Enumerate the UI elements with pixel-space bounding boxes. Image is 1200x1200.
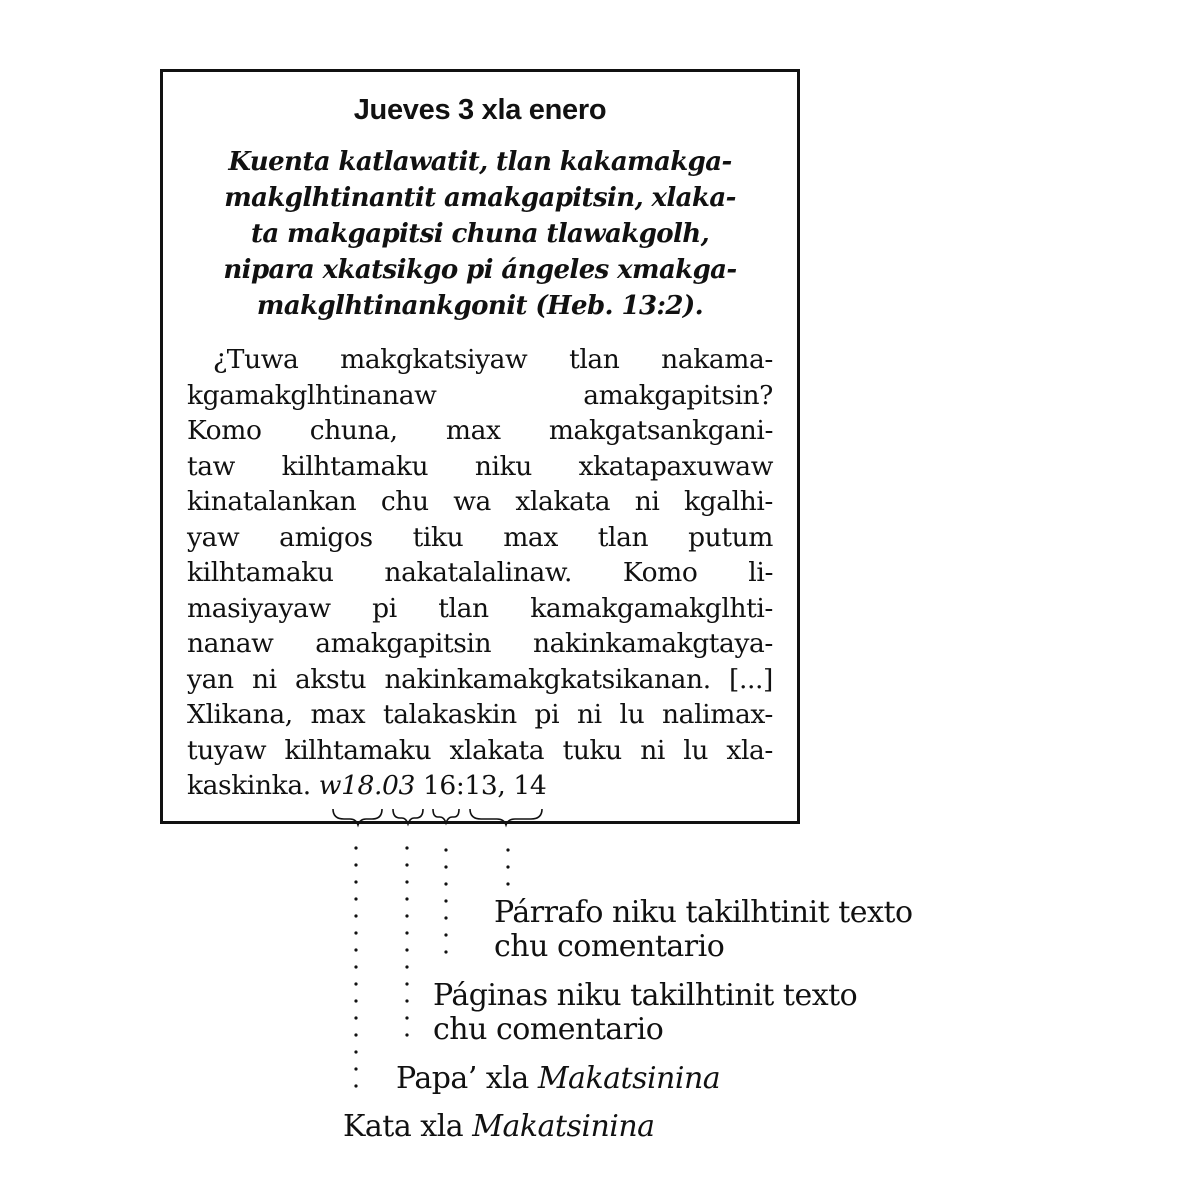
label-pages xyxy=(433,979,857,1047)
label-issue-emphasis: Makatsinina xyxy=(537,1061,721,1096)
daily-text-card xyxy=(160,69,800,824)
body-line: kgamakglhtinanaw amakgapitsin? xyxy=(187,379,773,411)
verse-line: Kuenta katlawatit, tlan kakamakga- xyxy=(228,147,732,177)
label-paragraph xyxy=(494,896,913,964)
label-paragraph-line2: chu comentario xyxy=(494,929,725,964)
reference-paragraphs: , 14 xyxy=(497,770,547,801)
verse-line: ta makgapitsi chuna tlawakgolh, xyxy=(250,219,710,249)
label-year-emphasis: Makatsinina xyxy=(472,1109,655,1144)
theme-scripture xyxy=(185,144,775,324)
body-line: tuyaw kilhtamaku xlakata tuku ni lu xla- xyxy=(187,734,773,766)
reference-issue: .03 xyxy=(373,770,415,801)
body-line: nanaw amakgapitsin nakinkamakgtaya- xyxy=(187,628,773,659)
body-line: yaw amigos tiku max tlan putum xyxy=(187,521,773,553)
body-last-text: kaskinka. xyxy=(187,770,311,801)
comment-paragraph xyxy=(187,342,773,804)
body-line: ¿Tuwa makgkatsiyaw tlan nakama- xyxy=(213,344,773,375)
body-line-last xyxy=(187,768,773,804)
reference-page: 16:13 xyxy=(422,770,498,801)
body-line: masiyayaw pi tlan kamakgamakglhti- xyxy=(187,592,773,624)
label-pages-line1: Páginas niku takilhtinit texto xyxy=(433,978,858,1013)
verse-line: makglhtinantit amakgapitsin, xlaka- xyxy=(224,183,736,213)
label-issue xyxy=(396,1062,720,1096)
body-line: kinatalankan chu wa xlakata ni kgalhi- xyxy=(187,486,773,517)
body-line: Komo chuna, max makgatsankgani- xyxy=(187,415,773,446)
date-heading: Jueves 3 xla enero xyxy=(353,94,607,126)
verse-line: nipara xkatsikgo pi ángeles xmakga- xyxy=(223,255,737,285)
label-pages-line2: chu comentario xyxy=(433,1012,664,1047)
body-line: Xlikana, max talakaskin pi ni lu nalimax- xyxy=(187,699,773,730)
label-paragraph-line1: Párrafo niku takilhtinit texto xyxy=(494,895,913,930)
body-line: kilhtamaku nakatalalinaw. Komo li- xyxy=(187,557,773,588)
body-line: yan ni akstu nakinkamakgkatsikanan. [...] xyxy=(187,663,773,695)
label-issue-prefix: Papa’ xla xyxy=(396,1061,529,1096)
body-line: taw kilhtamaku niku xkatapaxuwaw xyxy=(187,450,773,482)
label-year-prefix: Kata xla xyxy=(343,1109,464,1144)
label-year xyxy=(343,1110,655,1144)
verse-line: makglhtinankgonit (Heb. 13:2). xyxy=(256,291,704,321)
reference-publication: w18 xyxy=(318,770,374,801)
